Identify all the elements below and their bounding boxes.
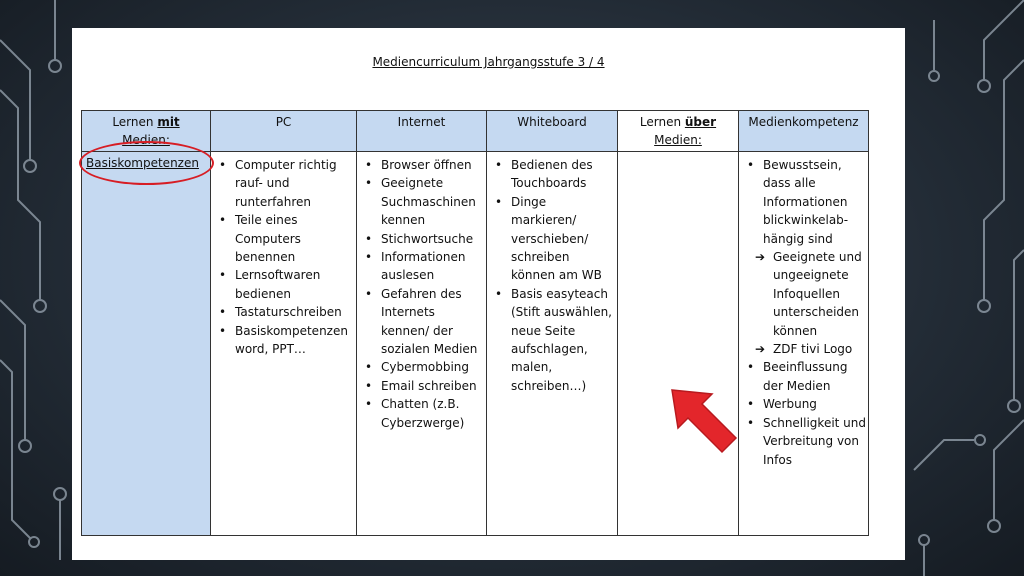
list-item: • Bewusstsein, dass alle Informationen blickwinkelab-hängig sind <box>763 156 866 248</box>
pc-cell <box>211 152 357 536</box>
list-item: • Stichwortsuche <box>381 230 484 248</box>
list-item: • Teile eines Computers benennen <box>235 211 354 266</box>
circuit-decoration-right <box>904 0 1024 576</box>
right-arrow-icon: ➔ <box>755 250 766 265</box>
header-whiteboard: Whiteboard <box>487 111 618 152</box>
header-medienkompetenz: Medienkompetenz <box>739 111 869 152</box>
arrow-item-text: ZDF tivi Logo <box>773 342 853 357</box>
header-row <box>82 111 869 152</box>
list-item: • Chatten (z.B. Cyberzwerge) <box>381 395 484 432</box>
header-text: Lernen <box>639 115 685 129</box>
list-item: • Basis easyteach (Stift auswählen, neue Seite aufschlagen, malen, schreiben…) <box>511 285 615 395</box>
header-text: Lernen <box>112 115 158 129</box>
slide <box>72 28 905 560</box>
internet-cell <box>357 152 487 536</box>
list-item: • Geeignete Suchmaschinen kennen <box>381 174 484 229</box>
arrow-list-item <box>751 340 866 358</box>
medienkompetenz-cell <box>739 152 869 536</box>
list-item: • Browser öffnen <box>381 156 484 174</box>
list-item: • Computer richtig rauf- und runterfahren <box>235 156 354 211</box>
red-circle-highlight <box>79 141 214 185</box>
document-title: Mediencurriculum Jahrgangsstufe 3 / 4 <box>372 55 605 69</box>
lernen-ueber-medien-cell <box>618 152 739 536</box>
whiteboard-cell <box>487 152 618 536</box>
list-item: • Email schreiben <box>381 377 484 395</box>
list-item: • Tastaturschreiben <box>235 303 354 321</box>
red-arrow-icon <box>670 388 740 458</box>
header-pc: PC <box>211 111 357 152</box>
list-item: • Informationen auslesen <box>381 248 484 285</box>
header-text-bold: über <box>684 115 717 129</box>
list-item: • Beeinflussung der Medien <box>763 358 866 395</box>
row-label-basiskompetenzen: Basiskompetenzen <box>86 156 199 170</box>
list-item: • Bedienen des Touchboards <box>511 156 615 193</box>
arrow-list-item <box>751 248 866 340</box>
header-text-bold: mit <box>157 115 180 129</box>
header-text: Medien: <box>654 133 702 147</box>
list-item: • Basiskompetenzen word, PPT… <box>235 322 354 359</box>
circuit-decoration-left <box>0 0 72 576</box>
right-arrow-icon: ➔ <box>755 342 766 357</box>
list-item: • Werbung <box>763 395 866 413</box>
list-item: • Dinge markieren/ verschieben/ schreiben können am WB <box>511 193 615 285</box>
header-text: Medien: <box>122 133 170 147</box>
header-lernen-ueber-medien <box>618 111 739 152</box>
arrow-item-text: Geeignete und ungeeignete Infoquellen unterscheiden können <box>773 250 862 338</box>
list-item: • Gefahren des Internets kennen/ der sozialen Medien <box>381 285 484 359</box>
list-item: • Schnelligkeit und Verbreitung von Infos <box>763 414 866 469</box>
list-item: • Lernsoftwaren bedienen <box>235 266 354 303</box>
row-label-cell <box>82 152 211 536</box>
header-internet: Internet <box>357 111 487 152</box>
table-row <box>82 152 869 536</box>
list-item: • Cybermobbing <box>381 358 484 376</box>
